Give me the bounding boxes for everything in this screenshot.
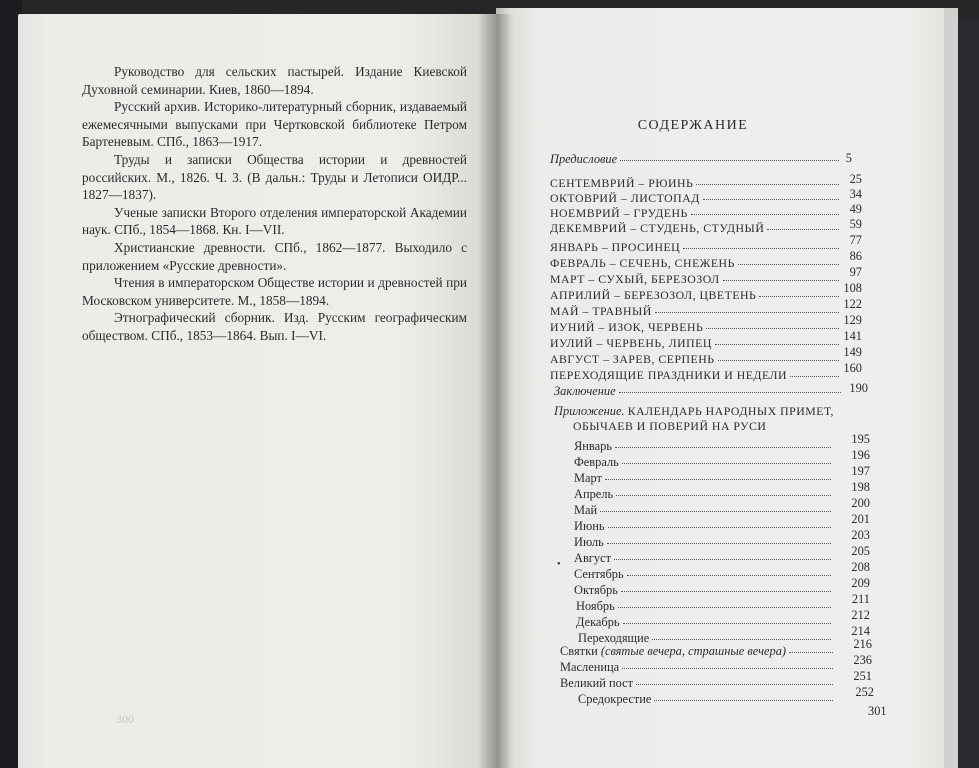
leader-dots [627, 565, 831, 576]
toc-item-chapter[interactable] [550, 272, 842, 287]
toc-item-label: ОКТОВРИЙ – ЛИСТОПАД [550, 191, 700, 205]
toc-item-label: ФЕВРАЛЬ – СЕЧЕНЬ, СНЕЖЕНЬ [550, 256, 735, 270]
toc-item-label: Июнь [574, 519, 605, 533]
toc-item-label: Масленица [560, 660, 620, 674]
toc-item-label: Апрель [574, 487, 614, 501]
toc-item-label: Февраль [574, 455, 619, 469]
toc-item-label: Июль [574, 535, 604, 549]
toc-item-label: Средокрестие [578, 692, 652, 706]
toc-page-number: 160 [843, 361, 862, 375]
toc-item-preface[interactable] [550, 152, 842, 167]
toc-page-number: 5 [845, 151, 852, 165]
leader-dots [622, 453, 831, 464]
toc-item-month[interactable] [574, 503, 834, 518]
toc-item-chapter[interactable] [550, 304, 842, 319]
leader-dots [600, 501, 831, 512]
toc-page-number: 59 [849, 217, 862, 231]
appendix-title-second-line [573, 419, 843, 434]
page-stack-edge [944, 8, 958, 768]
toc-item-label: СЕНТЕМВРИЙ – РЮИНЬ [550, 176, 694, 190]
toc-page-number: 25 [849, 172, 862, 186]
toc-page-number: 209 [851, 576, 870, 590]
toc-item-month[interactable] [574, 519, 834, 534]
toc-item-chapter[interactable] [550, 240, 842, 255]
toc-page-number: 129 [843, 313, 862, 327]
gutter-shadow [478, 14, 514, 768]
toc-item-svyatki[interactable] [560, 644, 836, 659]
toc-page-number: 252 [855, 685, 874, 699]
toc-item-label: МАРТ – СУХЫЙ, БЕРЕЗОЗОЛ [550, 272, 720, 286]
leader-dots [696, 174, 839, 185]
toc-page-number: 203 [851, 528, 870, 542]
toc-item-label: Август [574, 551, 611, 565]
toc-item-label: Май [574, 503, 598, 517]
toc-item-label: НОЕМВРИЙ – ГРУДЕНЬ [550, 206, 688, 220]
toc-page-number: 149 [843, 345, 862, 359]
toc-item-label: МАЙ – ТРАВНЫЙ [550, 304, 652, 318]
toc-page-number: 208 [851, 560, 870, 574]
leader-dots [608, 517, 832, 528]
toc-item-month[interactable] [574, 455, 834, 470]
toc-item-chapter[interactable] [550, 320, 842, 335]
leader-dots [621, 581, 831, 592]
toc-page-number: 201 [851, 512, 870, 526]
toc-page-number: 236 [853, 653, 872, 667]
toc-page-number: 97 [849, 265, 862, 279]
toc-item-label: ЯНВАРЬ – ПРОСИНЕЦ [550, 240, 681, 254]
toc-page-number: 200 [851, 496, 870, 510]
toc-item-month[interactable] [574, 583, 834, 598]
leader-dots [683, 238, 839, 249]
toc-page-number: 122 [843, 297, 862, 311]
toc-item-month[interactable] [576, 615, 834, 630]
leader-dots [718, 350, 839, 361]
toc-item-label: ПЕРЕХОДЯЩИЕ ПРАЗДНИКИ И НЕДЕЛИ [550, 368, 788, 382]
toc-title: СОДЕРЖАНИЕ [637, 118, 749, 133]
appendix-title-line1: КАЛЕНДАРЬ НАРОДНЫХ ПРИМЕТ, [627, 404, 834, 418]
leader-dots [620, 150, 839, 161]
right-page-number: 301 [868, 704, 887, 718]
toc-item-label: Заключение [554, 384, 616, 398]
leader-dots [715, 334, 839, 345]
leader-dots [619, 382, 841, 393]
leader-dots [706, 318, 839, 329]
toc-page-number: 190 [849, 381, 868, 395]
leader-dots [789, 642, 833, 653]
leader-dots [605, 469, 831, 480]
toc-item-label: Сентябрь [574, 567, 624, 581]
leader-dots [615, 437, 831, 448]
toc-item-chapter[interactable] [550, 221, 842, 236]
bibliography-entry: Христианские древности. СПб., 1862—1877. Выходило с приложением «Русские древности». [82, 239, 467, 273]
toc-item-label: Декабрь [576, 615, 620, 629]
left-page-number: 300 [116, 712, 134, 726]
toc-item-label: Январь [574, 439, 612, 453]
toc-item-label: АПРИЛИЙ – БЕРЕЗОЗОЛ, ЦВЕТЕНЬ [550, 288, 757, 302]
toc-item-maslenitsa[interactable] [560, 660, 836, 675]
toc-page-number: 141 [843, 329, 862, 343]
toc-item-conclusion[interactable] [554, 384, 844, 399]
leader-dots [607, 533, 831, 544]
toc-item-label: Предисловие [550, 152, 618, 166]
appendix-title-line2: ОБЫЧАЕВ И ПОВЕРИЙ НА РУСИ [573, 419, 767, 433]
toc-item-label: АВГУСТ – ЗАРЕВ, СЕРПЕНЬ [550, 352, 715, 366]
toc-item-month[interactable] [574, 567, 834, 582]
toc-item-chapter[interactable] [550, 288, 842, 303]
toc-item-chapter[interactable] [550, 352, 842, 367]
toc-item-month[interactable] [574, 439, 834, 454]
toc-page-number: 197 [851, 464, 870, 478]
toc-page-number: 211 [851, 592, 870, 606]
bibliography-entry: Русский архив. Историко-литературный сборник, издаваемый ежемесячными выпусками при Чертковской библиотеке Петром Бартеневым. СПб., 1863—1917. [82, 99, 467, 150]
toc-page-number: 216 [853, 637, 872, 651]
toc-item-chapter[interactable] [550, 336, 842, 351]
toc-item-month[interactable] [574, 551, 834, 566]
toc-page-number: 195 [851, 432, 870, 446]
toc-item-label: Октябрь [574, 583, 618, 597]
leader-dots [691, 204, 839, 215]
toc-item-label: Март [574, 471, 602, 485]
bibliography-entry: Этнографический сборник. Изд. Русским географическим обществом. СПб., 1853—1864. Вып. I—VI. [82, 310, 467, 343]
toc-item-month[interactable] [576, 599, 834, 614]
toc-page-number: 198 [851, 480, 870, 494]
toc-item-month[interactable] [574, 487, 834, 502]
bibliography-entry: Чтения в императорском Обществе истории и древностей при Московском университете. М., 1858—1894. [82, 275, 467, 308]
bibliography-entry: Руководство для сельских пастырей. Издание Киевской Духовной семинарии. Киев, 1860—1894. [82, 64, 467, 97]
toc-page-number: 86 [849, 249, 862, 263]
bibliography-entry: Ученые записки Второго отделения императорской Академии наук. СПб., 1854—1868. Кн. I—VII. [82, 204, 467, 238]
toc-item-velikiy-post[interactable] [560, 676, 836, 691]
toc-item-label: Ноябрь [576, 599, 615, 613]
toc-item-label: ИУЛИЙ – ЧЕРВЕНЬ, ЛИПЕЦ [550, 336, 712, 350]
toc-item-chapter[interactable] [550, 368, 842, 383]
leader-dots [655, 302, 839, 313]
bullet-mark: • [557, 559, 561, 570]
toc-item-label: ИУНИЙ – ИЗОК, ЧЕРВЕНЬ [550, 320, 704, 334]
toc-item-month[interactable] [574, 535, 834, 550]
toc-item-month[interactable] [574, 471, 834, 486]
toc-page-number: 251 [853, 669, 872, 683]
toc-item-srednekrestie[interactable] [578, 692, 836, 707]
toc-page-number: 108 [843, 281, 862, 295]
toc-item-chapter[interactable] [550, 256, 842, 271]
toc-page-number: 77 [849, 233, 862, 247]
leader-dots [623, 613, 831, 624]
leader-dots [636, 674, 833, 685]
toc-page-number: 205 [851, 544, 870, 558]
leader-dots [618, 597, 831, 608]
toc-item-label: ДЕКЕМВРИЙ – СТУДЕНЬ, СТУДНЫЙ [550, 221, 765, 235]
toc-page-number: 49 [849, 202, 862, 216]
leader-dots [703, 189, 839, 200]
toc-page-number: 34 [849, 187, 862, 201]
appendix-label: Приложение. [554, 404, 625, 418]
toc-item-label: Переходящие [578, 631, 650, 645]
toc-page-number: 212 [851, 608, 870, 622]
leader-dots [614, 549, 831, 560]
toc-page-number: 196 [851, 448, 870, 462]
leader-dots [652, 629, 831, 640]
toc-page-number: 214 [851, 624, 870, 638]
toc-item-appendix[interactable] [554, 404, 844, 419]
leader-dots [654, 690, 833, 701]
toc-item-label: Святки [560, 644, 598, 658]
bibliography-list [82, 63, 467, 345]
leader-dots [616, 485, 831, 496]
bibliography-entry: Труды и записки Общества истории и древностей российских. М., 1826. Ч. 3. (В дальн.: Труды и Летописи ОИДР... 1827—1837). [82, 151, 467, 203]
leader-dots [622, 658, 833, 669]
toc-item-label: Великий пост [560, 676, 634, 690]
toc-item-note: (святые вечера, страшные вечера) [600, 644, 787, 658]
